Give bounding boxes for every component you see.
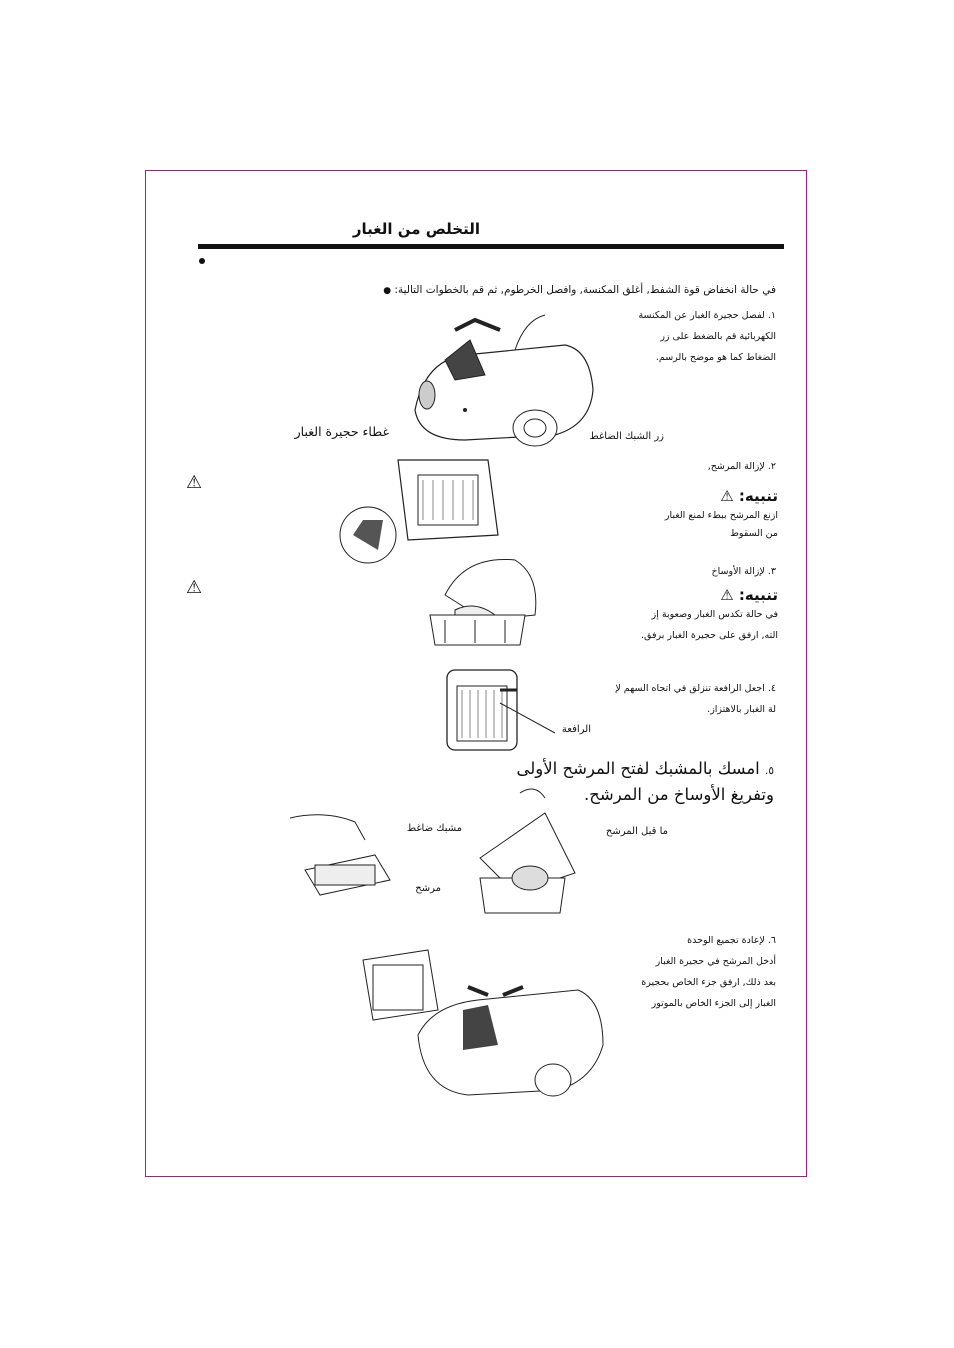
step-5: ٥. امسك بالمشبك لفتح المرشح الأولى وتفريغ الأوساخ من المرشح. bbox=[516, 759, 774, 804]
label-filter: مرشح bbox=[415, 883, 441, 894]
page-title: التخلص من الغبار bbox=[352, 220, 480, 238]
warning-2: تنبيه: ⚠ في حالة تكدس الغبار وصعوبة إز الته, ارفق على حجيرة الغبار برفق. bbox=[641, 586, 778, 641]
warning-icon: ⚠ bbox=[186, 472, 203, 493]
label-clip-press: مشبك ضاغط bbox=[406, 823, 462, 834]
label-dust-cover: غطاء حجيرة الغبار bbox=[294, 424, 389, 439]
step-1: ١. لفصل حجيرة الغبار عن المكنسة الكهربائية قم بالضغط على زر الضغاط كما هو موضح بالرسم. bbox=[638, 310, 776, 363]
step-6-illustration bbox=[338, 915, 613, 1100]
step-1-illustration bbox=[405, 300, 605, 450]
step-2: ٢. لإزالة المرشح, bbox=[707, 461, 776, 472]
warning-icon: ⚠ bbox=[186, 577, 203, 598]
warning-icon: ⚠ bbox=[720, 487, 734, 505]
step-5-right-illustration bbox=[475, 783, 585, 918]
step-6: ٦. لإعادة تجميع الوحدة أدخل المرشح في حجيرة الغبار بعد ذلك, ارفق جزء الخاص بحجيرة الغبار إلى الجزء الخاص بالموتور bbox=[641, 935, 776, 1009]
intro-text: في حالة انخفاض قوة الشفط, أغلق المكنسة, وافصل الخرطوم, ثم قم بالخطوات التالية: ● bbox=[383, 284, 776, 296]
step-5-left-illustration bbox=[285, 810, 405, 910]
warning-1: تنبيه: ⚠ ازنع المرشح ببطء لمنع الغبار من السقوط bbox=[664, 487, 778, 539]
warning-icon: ⚠ bbox=[720, 586, 734, 604]
label-suction-button: زر الشبك الضاغط bbox=[589, 431, 664, 442]
bullet-dot bbox=[199, 258, 205, 264]
step-3-illustration bbox=[425, 535, 555, 655]
step-4-illustration bbox=[445, 668, 565, 758]
title-rule bbox=[198, 244, 784, 249]
step-4: ٤. اجعل الرافعة تنزلق في اتجاه السهم لإ لة الغبار بالاهتزاز. bbox=[615, 683, 776, 715]
step-3: ٣. لإزالة الأوساخ bbox=[711, 566, 776, 577]
label-lever: الرافعة bbox=[561, 724, 591, 735]
label-filter-front: ما قبل المرشح bbox=[605, 826, 668, 837]
